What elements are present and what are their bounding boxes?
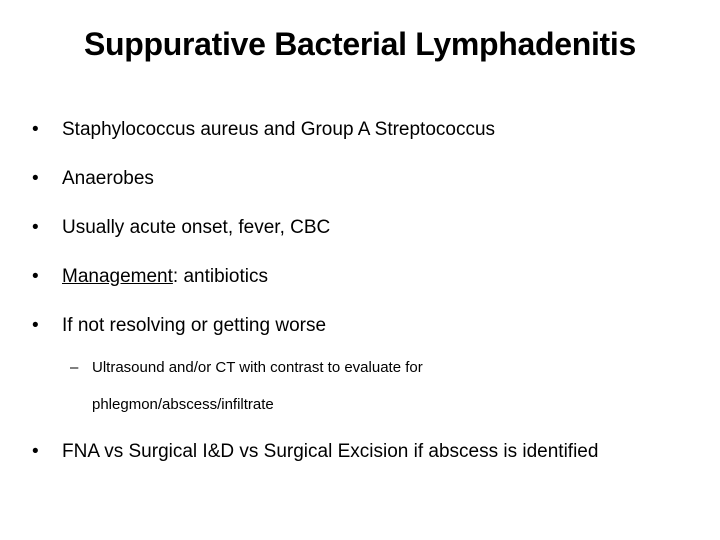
dash-icon: – <box>70 359 79 376</box>
bullet-text: Usually acute onset, fever, CBC <box>62 217 331 238</box>
bullet-icon: • <box>32 119 39 140</box>
bullet-text: FNA vs Surgical I&D vs Surgical Excision if abscess is identified <box>62 441 599 462</box>
bullet-item <box>32 265 268 289</box>
bullet-item <box>32 118 495 142</box>
sub-bullet-continuation: phlegmon/abscess/infiltrate <box>92 396 274 413</box>
bullet-icon: • <box>32 441 39 462</box>
bullet-icon: • <box>32 217 39 238</box>
bullet-item <box>32 440 598 464</box>
sub-bullet-text: Ultrasound and/or CT with contrast to evaluate for <box>92 359 423 376</box>
bullet-underlined-term: Management <box>62 266 173 287</box>
bullet-item <box>32 216 330 240</box>
bullet-icon: • <box>32 168 39 189</box>
bullet-icon: • <box>32 315 39 336</box>
sub-bullet-item <box>70 358 423 378</box>
bullet-item <box>32 167 154 191</box>
slide-title: Suppurative Bacterial Lymphadenitis <box>83 26 637 62</box>
bullet-item <box>32 314 326 338</box>
bullet-text: If not resolving or getting worse <box>62 315 327 336</box>
bullet-text: Staphylococcus aureus and Group A Streptococcus <box>62 119 496 140</box>
bullet-text: Anaerobes <box>62 168 154 189</box>
bullet-icon: • <box>32 266 39 287</box>
bullet-text: : antibiotics <box>172 266 268 287</box>
